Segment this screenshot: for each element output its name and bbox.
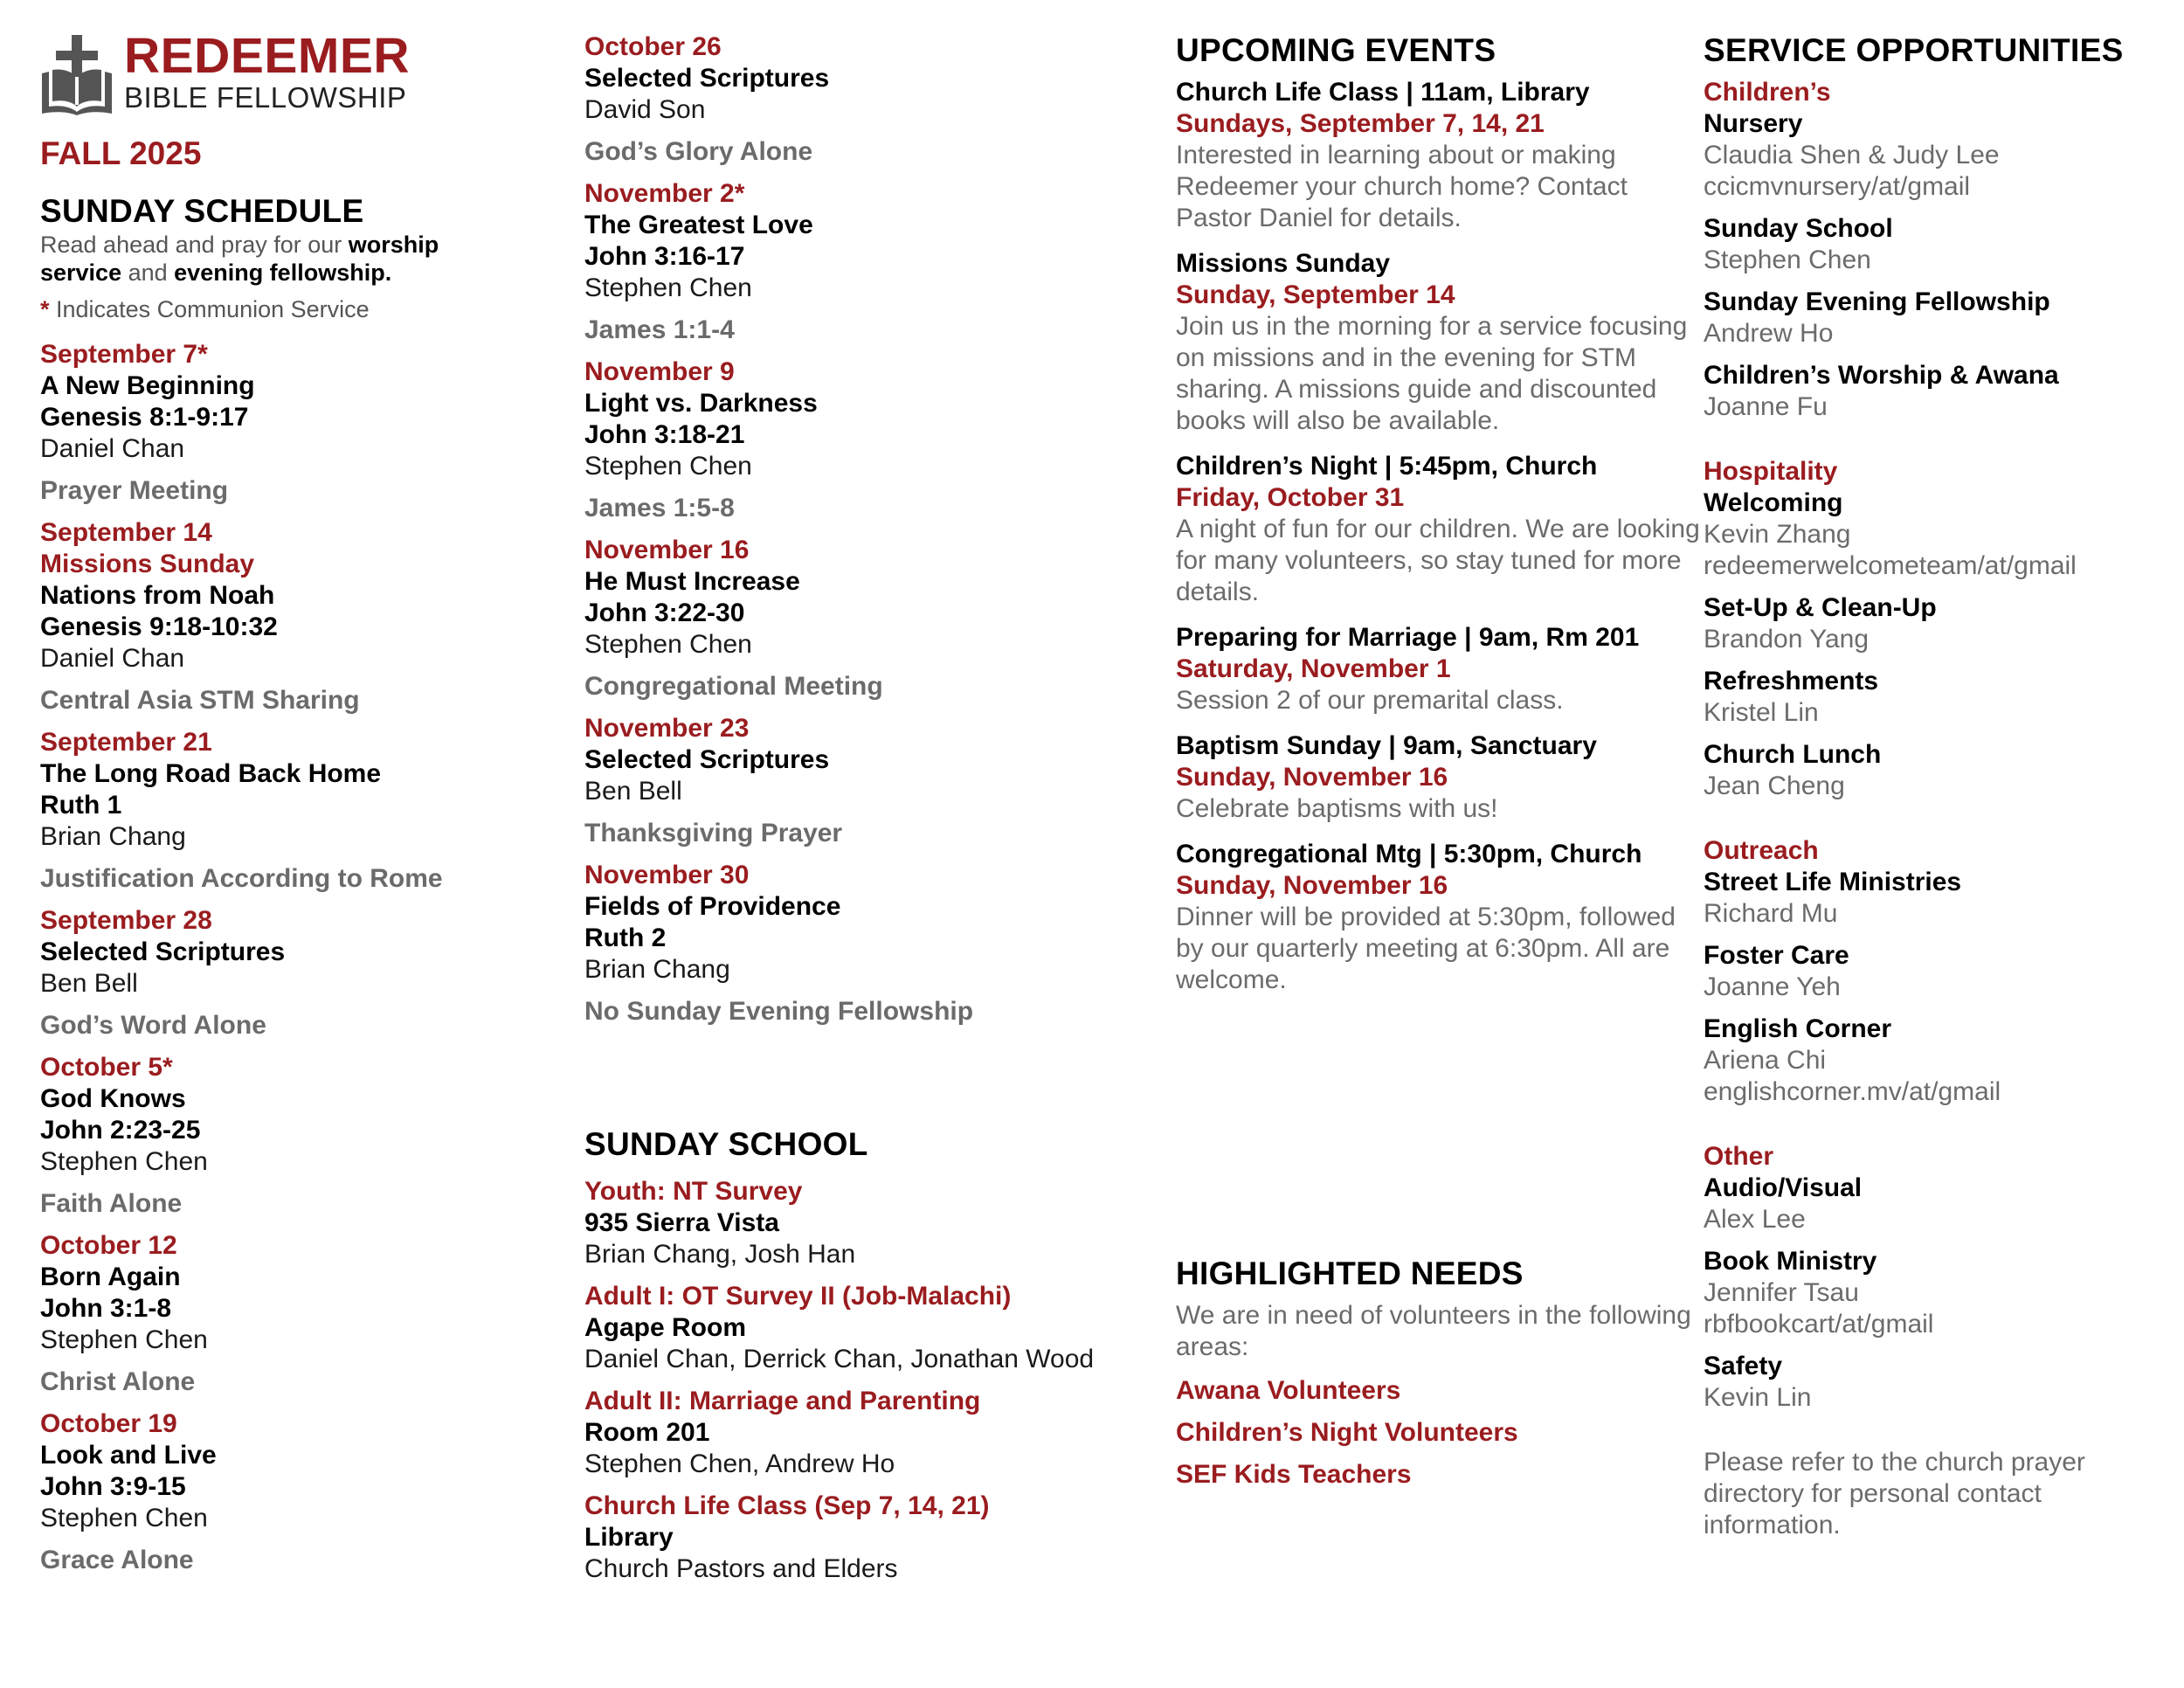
role-name: Foster Care [1704, 941, 1849, 970]
schedule-date: November 2* [584, 179, 745, 208]
role-contact: Kevin Lin [1704, 1383, 1812, 1412]
sermon-title: Fields of Providence [584, 892, 841, 921]
preacher-name: Stephen Chen [584, 273, 752, 302]
event-title: Preparing for Marriage | 9am, Rm 201 [1176, 623, 1640, 652]
evening-fellowship: James 1:5-8 [584, 494, 735, 522]
sermon-passage: Genesis 9:18-10:32 [40, 612, 278, 641]
role-contact: Richard Mu [1704, 899, 1838, 928]
evening-fellowship: James 1:1-4 [584, 315, 735, 344]
class-name: Adult I: OT Survey II (Job-Malachi) [584, 1282, 1012, 1311]
preacher-name: Ben Bell [40, 969, 138, 998]
service-group [1704, 456, 2175, 802]
evening-fellowship: God’s Glory Alone [584, 137, 813, 166]
class-name: Youth: NT Survey [584, 1177, 803, 1206]
sermon-passage: Genesis 8:1-9:17 [40, 403, 249, 432]
preacher-name: Daniel Chan [40, 434, 185, 463]
evening-fellowship: Central Asia STM Sharing [40, 686, 360, 715]
service-footer-note: Please refer to the church prayer directory for personal contact information. [1704, 1448, 2085, 1539]
service-role [1704, 1013, 2175, 1108]
role-contact: Ariena Chi [1704, 1046, 1827, 1075]
schedule-entry [584, 356, 1109, 524]
event-description: Celebrate baptisms with us! [1176, 794, 1498, 823]
role-name: English Corner [1704, 1014, 1892, 1043]
schedule-entry [40, 339, 529, 507]
event-title: Congregational Mtg | 5:30pm, Church [1176, 840, 1642, 868]
schedule-entry [40, 1052, 529, 1220]
cross-book-icon [40, 31, 114, 115]
logo-title: REDEEMER [124, 28, 411, 84]
role-contact: Jean Cheng [1704, 771, 1845, 800]
sermon-title: He Must Increase [584, 567, 800, 596]
role-contact: Andrew Ho [1704, 319, 1834, 348]
service-role [1704, 1351, 2175, 1414]
event-description: Join us in the morning for a service focusing on missions and in the evening for STM sharing. A missions guide and discounted books will also be available. [1176, 312, 1688, 435]
role-name: Nursery [1704, 109, 1803, 138]
role-name: Book Ministry [1704, 1247, 1877, 1276]
sermon-title: Light vs. Darkness [584, 389, 818, 418]
event-title: Baptism Sunday | 9am, Sanctuary [1176, 731, 1597, 760]
role-name: Street Life Ministries [1704, 868, 1962, 896]
role-contact: rbfbookcart/at/gmail [1704, 1310, 1934, 1339]
group-name: Children’s [1704, 78, 1831, 107]
school-class [584, 1176, 1109, 1270]
service-role [1704, 287, 2175, 349]
sermon-title: Born Again [40, 1263, 181, 1291]
role-name: Refreshments [1704, 667, 1879, 695]
role-contact: Joanne Fu [1704, 392, 1828, 421]
class-teachers: Brian Chang, Josh Han [584, 1240, 856, 1269]
role-contact: redeemerwelcometeam/at/gmail [1704, 551, 2077, 580]
preacher-name: Ben Bell [584, 777, 682, 806]
preacher-name: Stephen Chen [40, 1147, 208, 1176]
group-name: Other [1704, 1142, 1774, 1171]
role-contact: Joanne Yeh [1704, 972, 1841, 1001]
sermon-title: God Knows [40, 1084, 186, 1113]
school-class [584, 1491, 1109, 1585]
sermon-title: Selected Scriptures [584, 64, 830, 93]
schedule-date: November 30 [584, 861, 750, 889]
sermon-title: Look and Live [40, 1441, 217, 1470]
role-name: Set-Up & Clean-Up [1704, 593, 1937, 622]
column-2 [584, 31, 1109, 1595]
preacher-name: Brian Chang [584, 955, 730, 984]
event-item [1176, 77, 1700, 234]
preacher-name: Stephen Chen [40, 1504, 208, 1532]
column-3 [1176, 31, 1700, 1501]
sunday-school-heading: SUNDAY SCHOOL [584, 1126, 868, 1162]
schedule-date: November 23 [584, 714, 750, 743]
evening-fellowship: Prayer Meeting [40, 476, 229, 505]
role-name: Audio/Visual [1704, 1173, 1863, 1202]
evening-fellowship: Thanksgiving Prayer [584, 819, 843, 847]
event-date: Sunday, November 16 [1176, 871, 1448, 900]
schedule-date: October 12 [40, 1231, 177, 1260]
service-group [1704, 835, 2175, 1108]
preacher-name: Stephen Chen [40, 1325, 208, 1354]
role-name: Welcoming [1704, 488, 1843, 517]
event-description: A night of fun for our children. We are looking for many volunteers, so stay tuned for more details. [1176, 515, 1700, 606]
role-contact: Jennifer Tsau [1704, 1278, 1859, 1307]
event-description: Session 2 of our premarital class. [1176, 686, 1564, 715]
preacher-name: Stephen Chen [584, 630, 752, 659]
schedule-date: October 19 [40, 1409, 177, 1438]
role-name: Sunday Evening Fellowship [1704, 287, 2050, 316]
role-name: Church Lunch [1704, 740, 1882, 769]
schedule-date: September 7* [40, 340, 208, 369]
preacher-name: Daniel Chan [40, 644, 185, 673]
event-title: Church Life Class | 11am, Library [1176, 78, 1590, 107]
schedule-date: September 28 [40, 906, 212, 935]
service-role [1704, 867, 2175, 930]
class-location: Library [584, 1523, 674, 1552]
schedule-entry [40, 1230, 529, 1398]
role-contact: ccicmvnursery/at/gmail [1704, 172, 1971, 201]
role-contact: Stephen Chen [1704, 246, 1871, 274]
event-date: Sunday, September 14 [1176, 280, 1455, 309]
role-name: Sunday School [1704, 214, 1893, 243]
schedule-entry [584, 713, 1109, 849]
role-contact: Brandon Yang [1704, 625, 1870, 654]
sermon-title: A New Beginning [40, 371, 255, 400]
class-name: Adult II: Marriage and Parenting [584, 1387, 981, 1415]
sermon-title: Selected Scriptures [584, 745, 830, 774]
service-group [1704, 77, 2175, 423]
preacher-name: Stephen Chen [584, 452, 752, 481]
event-date: Friday, October 31 [1176, 483, 1405, 512]
group-name: Hospitality [1704, 457, 1838, 486]
schedule-list-2 [584, 31, 1109, 1027]
schedule-date: October 26 [584, 32, 722, 61]
role-contact: Alex Lee [1704, 1205, 1806, 1234]
class-location: 935 Sierra Vista [584, 1208, 779, 1237]
group-name: Outreach [1704, 836, 1819, 865]
schedule-entry [40, 727, 529, 895]
event-date: Sunday, November 16 [1176, 763, 1448, 792]
sermon-passage: John 3:22-30 [584, 598, 745, 627]
service-role [1704, 739, 2175, 802]
service-role [1704, 1246, 2175, 1340]
event-item [1176, 730, 1700, 825]
need-item: Children’s Night Volunteers [1176, 1418, 1518, 1447]
schedule-entry [584, 860, 1109, 1027]
event-item [1176, 248, 1700, 437]
schedule-special: Missions Sunday [40, 550, 255, 578]
sermon-passage: John 3:18-21 [584, 420, 745, 449]
service-role [1704, 592, 2175, 655]
service-group [1704, 1141, 2175, 1414]
service-role [1704, 213, 2175, 276]
needs-intro: We are in need of volunteers in the following areas: [1176, 1301, 1691, 1361]
schedule-entry [584, 535, 1109, 702]
season-title: FALL 2025 [40, 135, 202, 171]
school-class [584, 1281, 1109, 1375]
schedule-intro: Read ahead and pray for our worship service and evening fellowship. [40, 232, 439, 286]
service-role [1704, 360, 2175, 423]
communion-note: * Indicates Communion Service [40, 296, 370, 322]
service-role [1704, 666, 2175, 729]
evening-fellowship: Justification According to Rome [40, 864, 443, 893]
sermon-passage: Ruth 1 [40, 791, 122, 820]
schedule-entry [584, 31, 1109, 168]
preacher-name: Brian Chang [40, 822, 186, 851]
event-description: Interested in learning about or making Redeemer your church home? Contact Pastor Daniel for details. [1176, 141, 1628, 232]
event-date: Saturday, November 1 [1176, 654, 1451, 683]
event-title: Missions Sunday [1176, 249, 1391, 278]
service-role [1704, 940, 2175, 1003]
role-contact: Kevin Zhang [1704, 520, 1851, 549]
event-date: Sundays, September 7, 14, 21 [1176, 109, 1545, 138]
sunday-school-list [584, 1176, 1109, 1585]
schedule-date: November 9 [584, 357, 735, 386]
sermon-passage: John 3:1-8 [40, 1294, 172, 1323]
evening-fellowship: Grace Alone [40, 1546, 194, 1574]
schedule-date: September 14 [40, 518, 212, 547]
event-item [1176, 839, 1700, 996]
service-role [1704, 1173, 2175, 1235]
event-description: Dinner will be provided at 5:30pm, followed by our quarterly meeting at 6:30pm. All are welcome. [1176, 903, 1676, 994]
church-logo [40, 28, 529, 115]
schedule-entry [40, 1408, 529, 1576]
evening-fellowship: Christ Alone [40, 1367, 196, 1396]
logo-subtitle: BIBLE FELLOWSHIP [124, 81, 407, 114]
class-location: Room 201 [584, 1418, 710, 1447]
role-name: Children’s Worship & Awana [1704, 361, 2059, 390]
evening-fellowship: Congregational Meeting [584, 672, 883, 701]
evening-fellowship: Faith Alone [40, 1189, 183, 1218]
need-item: SEF Kids Teachers [1176, 1460, 1412, 1489]
role-contact: englishcorner.mv/at/gmail [1704, 1077, 2001, 1106]
needs-list [1176, 1375, 1700, 1491]
sunday-schedule-heading: SUNDAY SCHEDULE [40, 193, 364, 229]
event-item [1176, 451, 1700, 608]
class-teachers: Church Pastors and Elders [584, 1554, 898, 1583]
event-title: Children’s Night | 5:45pm, Church [1176, 452, 1598, 481]
column-1 [40, 28, 529, 1587]
highlighted-needs-heading: HIGHLIGHTED NEEDS [1176, 1256, 1524, 1291]
schedule-date: November 16 [584, 536, 750, 564]
need-item: Awana Volunteers [1176, 1376, 1401, 1405]
schedule-entry [584, 178, 1109, 346]
sermon-passage: Ruth 2 [584, 924, 667, 952]
class-name: Church Life Class (Sep 7, 14, 21) [584, 1491, 990, 1520]
role-contact: Claudia Shen & Judy Lee [1704, 141, 2000, 169]
sermon-passage: John 3:9-15 [40, 1472, 186, 1501]
column-4 [1704, 31, 2175, 1541]
events-list [1176, 77, 1700, 996]
sermon-title: The Greatest Love [584, 211, 813, 239]
sermon-passage: John 2:23-25 [40, 1116, 201, 1145]
schedule-list-1 [40, 339, 529, 1576]
schedule-date: October 5* [40, 1053, 173, 1082]
sermon-title: The Long Road Back Home [40, 759, 382, 788]
evening-fellowship: God’s Word Alone [40, 1011, 266, 1040]
service-groups [1704, 77, 2175, 1414]
class-location: Agape Room [584, 1313, 747, 1342]
sermon-passage: John 3:16-17 [584, 242, 745, 271]
service-role [1704, 488, 2175, 582]
class-teachers: Daniel Chan, Derrick Chan, Jonathan Wood [584, 1345, 1095, 1373]
class-teachers: Stephen Chen, Andrew Ho [584, 1449, 895, 1478]
preacher-name: David Son [584, 95, 706, 124]
role-contact: Kristel Lin [1704, 698, 1819, 727]
service-opportunities-heading: SERVICE OPPORTUNITIES [1704, 32, 2124, 68]
role-name: Safety [1704, 1352, 1783, 1380]
schedule-entry [40, 905, 529, 1041]
schedule-date: September 21 [40, 728, 212, 757]
sermon-title: Nations from Noah [40, 581, 275, 610]
service-role [1704, 108, 2175, 203]
evening-fellowship: No Sunday Evening Fellowship [584, 997, 974, 1026]
schedule-entry [40, 517, 529, 716]
upcoming-events-heading: UPCOMING EVENTS [1176, 32, 1496, 68]
sermon-title: Selected Scriptures [40, 937, 286, 966]
school-class [584, 1386, 1109, 1480]
event-item [1176, 622, 1700, 716]
